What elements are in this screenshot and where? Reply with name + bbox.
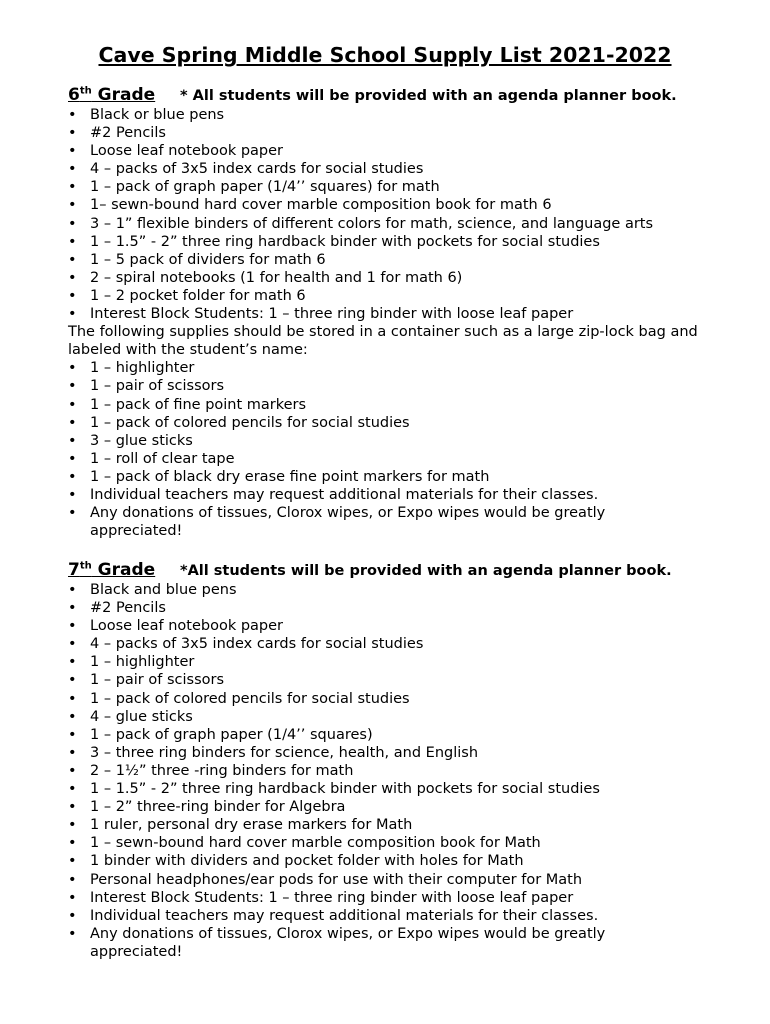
list-item: • Individual teachers may request additional materials for their classes. [68, 907, 748, 925]
grade-6-section [68, 84, 748, 540]
list-item: • Loose leaf notebook paper [68, 617, 748, 635]
list-item: • 4 – glue sticks [68, 708, 748, 726]
list-item: • Individual teachers may request additional materials for their classes. [68, 486, 748, 504]
list-item: • Loose leaf notebook paper [68, 142, 748, 160]
list-item: • 1 binder with dividers and pocket folder with holes for Math [68, 852, 748, 870]
list-item: • 3 – 1” flexible binders of different colors for math, science, and language arts [68, 215, 748, 233]
list-item: • 1– sewn-bound hard cover marble composition book for math 6 [68, 196, 748, 214]
grade-7-number: 7 [68, 560, 80, 580]
list-item: • 4 – packs of 3x5 index cards for social studies [68, 635, 748, 653]
list-item: • 1 – pack of graph paper (1/4’’ squares) for math [68, 178, 748, 196]
grade-6-agenda-note: * All students will be provided with an agenda planner book. [180, 88, 677, 104]
grade-7-heading [68, 559, 180, 581]
grade-6-container-list [68, 359, 748, 540]
grade-6-number: 6 [68, 85, 80, 105]
list-item: • 1 – pack of fine point markers [68, 396, 748, 414]
list-item: • 1 – pack of graph paper (1/4’’ squares) [68, 726, 748, 744]
list-item: • #2 Pencils [68, 124, 748, 142]
container-instructions: The following supplies should be stored in a container such as a large zip-lock bag and labeled with the student’s name: [68, 324, 698, 359]
list-item: • 2 – 1½” three -ring binders for math [68, 762, 748, 780]
list-item: • 1 – highlighter [68, 653, 748, 671]
list-item: • Interest Block Students: 1 – three ring binder with loose leaf paper [68, 889, 748, 907]
list-item: • 1 – 2” three-ring binder for Algebra [68, 798, 748, 816]
list-item: • 1 – 2 pocket folder for math 6 [68, 287, 748, 305]
list-item: • 4 – packs of 3x5 index cards for social studies [68, 160, 748, 178]
list-item: • 1 – pack of colored pencils for social studies [68, 414, 748, 432]
list-item: • 1 – pair of scissors [68, 377, 748, 395]
list-item: • Any donations of tissues, Clorox wipes, or Expo wipes would be greatly appreciated! [68, 504, 650, 540]
grade-6-supply-list [68, 106, 748, 323]
list-item: • 1 – pack of colored pencils for social studies [68, 690, 748, 708]
list-item: • 1 – pack of black dry erase fine point markers for math [68, 468, 748, 486]
grade-7-section [68, 559, 748, 961]
page-title: Cave Spring Middle School Supply List 2021-2022 [98, 43, 672, 67]
list-item: • 3 – glue sticks [68, 432, 748, 450]
list-item: • 1 – roll of clear tape [68, 450, 748, 468]
list-item: • 2 – spiral notebooks (1 for health and 1 for math 6) [68, 269, 748, 287]
list-item: • 1 ruler, personal dry erase markers for Math [68, 816, 748, 834]
grade-7-superscript: th [79, 560, 92, 572]
list-item: • 3 – three ring binders for science, health, and English [68, 744, 748, 762]
list-item: • 1 – pair of scissors [68, 671, 748, 689]
grade-7-word: Grade [91, 560, 156, 580]
list-item: • 1 – sewn-bound hard cover marble composition book for Math [68, 834, 748, 852]
list-item: • Any donations of tissues, Clorox wipes, or Expo wipes would be greatly appreciated! [68, 925, 650, 961]
grade-7-agenda-note: *All students will be provided with an agenda planner book. [180, 563, 672, 579]
grade-6-superscript: th [79, 85, 92, 97]
list-item: • 1 – 1.5” - 2” three ring hardback binder with pockets for social studies [68, 233, 748, 251]
list-item: • #2 Pencils [68, 599, 748, 617]
list-item: • 1 – highlighter [68, 359, 748, 377]
grade-6-header [68, 84, 748, 106]
grade-7-header [68, 559, 748, 581]
list-item: • 1 – 5 pack of dividers for math 6 [68, 251, 748, 269]
grade-7-supply-list [68, 581, 748, 961]
grade-6-word: Grade [91, 85, 156, 105]
grade-6-heading [68, 84, 180, 106]
list-item: • Personal headphones/ear pods for use with their computer for Math [68, 871, 748, 889]
list-item: • Black and blue pens [68, 581, 748, 599]
list-item: • Black or blue pens [68, 106, 748, 124]
list-item: • 1 – 1.5” - 2” three ring hardback binder with pockets for social studies [68, 780, 748, 798]
list-item: • Interest Block Students: 1 – three ring binder with loose leaf paper [68, 305, 748, 323]
